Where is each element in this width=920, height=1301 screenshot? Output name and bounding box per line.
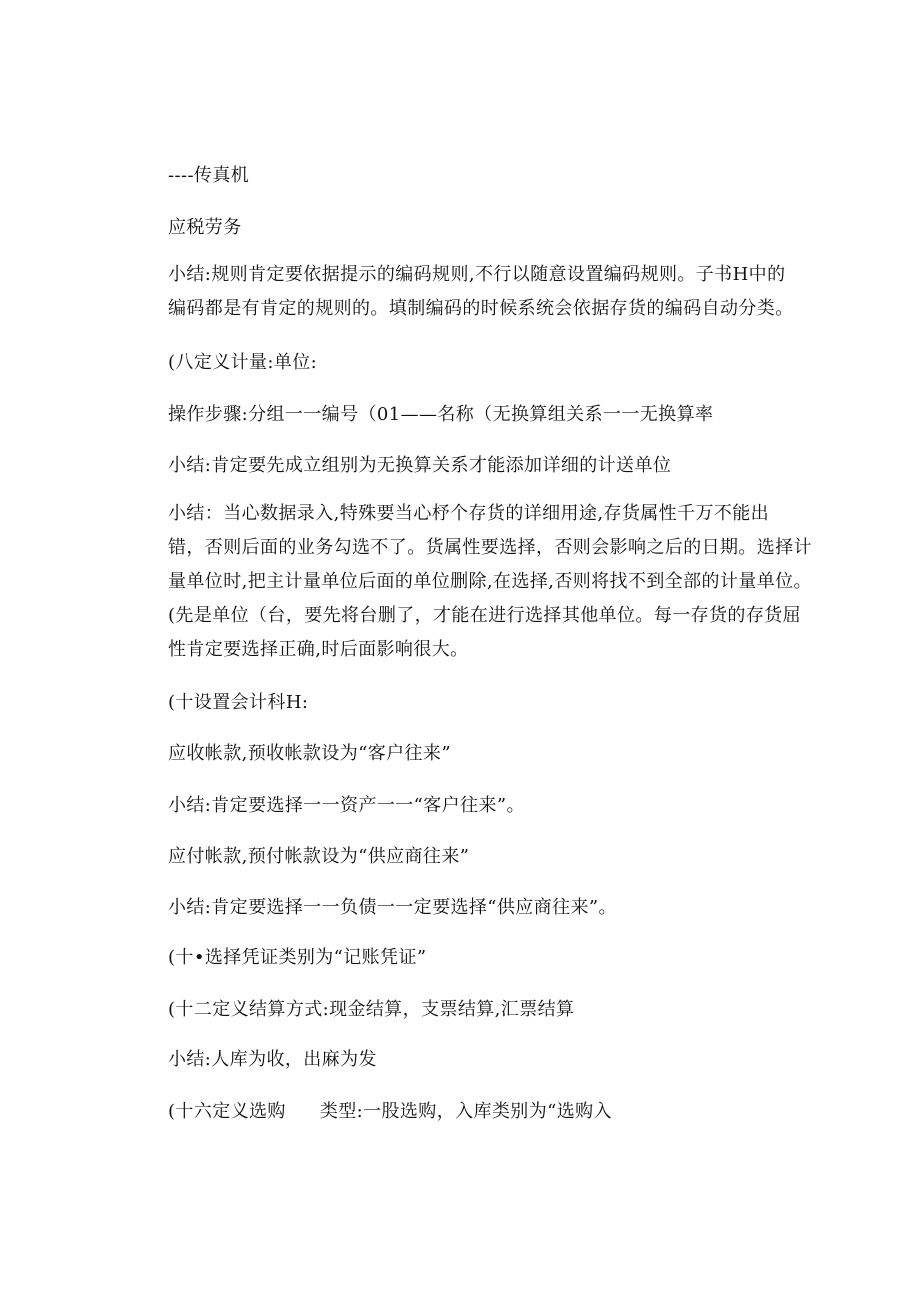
paragraph-line: 错，否则后面的业务勾选不了。货属性要选择，否则会影响之后的日期。选择计 bbox=[168, 537, 812, 558]
heading-purchase-type-right: 类型:一股选购，入库类别为“选购入 bbox=[319, 1101, 612, 1122]
heading-accounting-subjects: (十设置会计科H: bbox=[168, 692, 309, 713]
heading-purchase-type bbox=[168, 1102, 612, 1122]
text-line-summary-supplier: 小结:肯定要选择一一负债一一定要选择“供应商往来”。 bbox=[168, 897, 617, 918]
paragraph-line: (先是单位（台，要先将台删了，才能在进行选择其他单位。每一存货的存货屈 bbox=[168, 605, 802, 626]
text-line-fax: ----传真机 bbox=[168, 165, 250, 186]
heading-voucher-type: (十•选择凭证类别为“记账凭证” bbox=[168, 947, 427, 968]
paragraph-line: 小结：当心数据录入,特殊要当心杼个存货的详细用途,存货属性千万不能出 bbox=[168, 503, 770, 524]
text-line-operation-steps: 操作步骤:分组一一编号（01——名称（无换算组关系一一无换算率 bbox=[168, 404, 714, 425]
paragraph-line: 性肯定要选择正确,时后面影响很大。 bbox=[168, 639, 469, 660]
text-line-summary-inout: 小结:人库为收，出麻为发 bbox=[168, 1049, 377, 1070]
heading-purchase-type-left: (十六定义选购 bbox=[168, 1101, 286, 1122]
heading-unit-definition: (八定义计量:单位: bbox=[168, 352, 318, 373]
text-line-taxable-services: 应税劳务 bbox=[168, 217, 242, 238]
text-line-summary-unit-group: 小结:肯定要先成立组别为无换算关系才能添加详细的计送单位 bbox=[168, 455, 672, 476]
paragraph-line: 编码都是有肯定的规则的。填制编码的时候系统会依据存货的编码自动分类。 bbox=[168, 298, 794, 319]
heading-settlement-method: (十二定义结算方式:现金结算，支票结算,汇票结算 bbox=[168, 999, 575, 1020]
text-line-payables: 应付帐款,预付帐款设为“供应商往来” bbox=[168, 846, 470, 867]
paragraph-line: 小结:规则肯定要依据提示的编码规则,不行以随意设置编码规则。子书H中的 bbox=[168, 264, 786, 285]
paragraph-summary-data-entry bbox=[168, 497, 812, 667]
text-line-receivables: 应收帐款,预收帐款设为“客户往来” bbox=[168, 743, 451, 764]
paragraph-line: 量单位时,把主计量单位后面的单位删除,在选择,否则将找不到全部的计量单位。 bbox=[168, 571, 812, 592]
text-line-summary-customer: 小结:肯定要选择一一资产一一“客户往来”。 bbox=[168, 795, 525, 816]
paragraph-summary-coding-rules bbox=[168, 258, 794, 326]
